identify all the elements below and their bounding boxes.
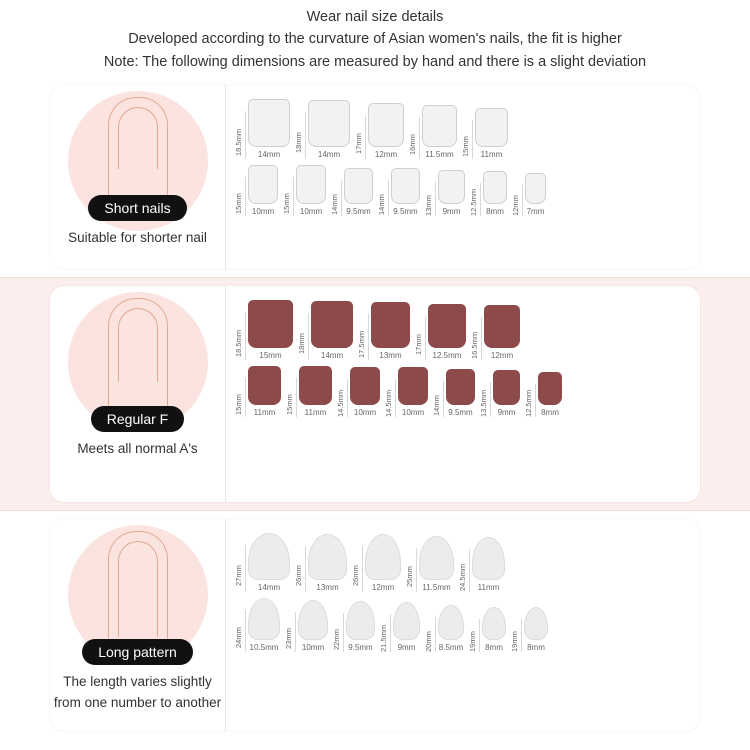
nail-width-label: 14mm [317, 150, 341, 160]
nail-width-label: 8.5mm [438, 643, 464, 653]
measure-tick [419, 117, 420, 159]
nail-width-label: 10mm [301, 643, 325, 653]
nail-height-label: 21.5mm [379, 625, 388, 653]
nail-swatch [344, 168, 373, 204]
nail-height-label: 14mm [432, 395, 441, 417]
nail-height-label: 13mm [424, 195, 433, 217]
size-grid-long [225, 519, 700, 731]
measure-tick [341, 180, 342, 216]
size-cell [282, 165, 326, 216]
size-row [234, 165, 690, 216]
measure-tick [480, 183, 481, 216]
nail-swatch [350, 367, 380, 405]
measure-tick [481, 317, 482, 360]
nail-width-label: 14mm [257, 150, 281, 160]
size-grid-short [225, 85, 700, 269]
nail-swatch-group [446, 369, 475, 417]
nail-height-label: 25mm [405, 566, 414, 588]
nail-height-label: 24.5mm [458, 564, 467, 592]
size-cell [524, 372, 562, 417]
nail-swatch-group [438, 605, 464, 652]
nail-swatch [248, 366, 281, 405]
size-cell [234, 533, 290, 592]
size-cell [511, 173, 546, 216]
nail-height-label: 15mm [461, 136, 470, 158]
nail-swatch-group [308, 100, 350, 159]
nail-swatch [422, 105, 457, 147]
nail-height-label: 12.5mm [469, 189, 478, 217]
nail-height-label: 26mm [351, 565, 360, 587]
caption-long [54, 672, 221, 713]
nail-swatch [299, 366, 332, 405]
nail-height-label: 13.5mm [479, 390, 488, 418]
nail-height-label: 18mm [294, 132, 303, 154]
nail-height-label: 14.5mm [336, 390, 345, 418]
nail-swatch-group [391, 168, 420, 216]
size-cell [379, 602, 420, 652]
nail-width-label: 10mm [251, 207, 275, 217]
panel-short-nails [50, 85, 700, 269]
measure-tick [469, 549, 470, 592]
nail-swatch [438, 605, 464, 640]
nail-plate-short [118, 107, 158, 169]
measure-tick [293, 177, 294, 216]
page-header [0, 0, 750, 77]
measure-tick [245, 610, 246, 652]
size-cell [234, 99, 290, 159]
nail-swatch [346, 601, 375, 640]
nail-swatch-group [472, 537, 505, 592]
nail-height-label: 18.5mm [234, 329, 243, 357]
measure-tick [435, 617, 436, 652]
nail-width-label: 12mm [374, 150, 398, 160]
measure-tick [435, 182, 436, 216]
nail-width-label: 14mm [320, 351, 344, 361]
measure-tick [362, 546, 363, 592]
nail-swatch-group [524, 607, 548, 652]
size-cell [234, 366, 281, 417]
measure-tick [443, 381, 444, 417]
nail-width-label: 11mm [304, 408, 327, 418]
nail-swatch-group [398, 367, 428, 417]
measure-tick [245, 545, 246, 592]
nail-swatch-group [482, 607, 506, 652]
section-short-nails [0, 77, 750, 277]
nail-swatch-group [419, 536, 454, 592]
size-cell [469, 171, 507, 216]
size-cell [470, 305, 520, 360]
nail-swatch-group [299, 366, 332, 417]
nail-width-label: 7mm [526, 207, 545, 217]
measure-tick [245, 177, 246, 216]
size-cell [479, 370, 520, 417]
nail-plate-long [118, 541, 158, 637]
nail-swatch [311, 301, 353, 348]
nail-height-label: 15mm [285, 394, 294, 416]
nail-swatch-group [438, 170, 465, 216]
measure-tick [245, 111, 246, 159]
size-cell [284, 600, 328, 652]
measure-tick [368, 314, 369, 360]
measure-tick [472, 120, 473, 159]
caption-long-line-2: from one number to another [53, 694, 222, 710]
nail-width-label: 11mm [480, 150, 503, 160]
nail-swatch-group [311, 301, 353, 360]
size-cell [405, 536, 454, 592]
nail-swatch-group [248, 300, 293, 360]
nail-height-label: 17mm [354, 133, 363, 155]
size-cell [357, 302, 410, 360]
measure-tick [479, 619, 480, 652]
nail-swatch-group [493, 370, 520, 417]
nail-swatch [446, 369, 475, 405]
nail-swatch-group [525, 173, 546, 216]
nail-height-label: 27mm [234, 565, 243, 587]
measure-tick [425, 316, 426, 360]
nail-width-label: 9.5mm [393, 207, 418, 217]
nail-height-label: 26mm [294, 565, 303, 587]
nail-height-label: 18mm [297, 333, 306, 355]
size-cell [351, 534, 401, 592]
nail-swatch-group [248, 366, 281, 417]
section-regular-nails [0, 278, 750, 510]
measure-tick [522, 185, 523, 216]
measure-tick [521, 619, 522, 652]
nail-height-label: 15mm [234, 394, 243, 416]
short-illustration [50, 85, 225, 269]
label-pill-regular: Regular F [91, 406, 184, 432]
size-cell [330, 168, 373, 216]
nail-width-label: 9mm [397, 643, 416, 653]
measure-tick [305, 546, 306, 592]
nail-swatch [484, 305, 520, 348]
nail-width-label: 9mm [442, 207, 461, 217]
size-cell [414, 304, 466, 360]
size-cell [384, 367, 428, 417]
nail-swatch-group [350, 367, 380, 417]
nail-swatch [538, 372, 562, 405]
nail-swatch [438, 170, 465, 204]
size-cell [294, 534, 347, 592]
nail-width-label: 15mm [259, 351, 282, 361]
size-row [234, 300, 690, 360]
nail-width-label: 8mm [541, 408, 559, 418]
nail-height-label: 14mm [377, 194, 386, 216]
nail-swatch-group [344, 168, 373, 216]
nail-swatch-group [475, 108, 508, 159]
nail-swatch [419, 536, 454, 580]
nail-width-label: 10mm [353, 408, 377, 418]
nail-swatch-group [298, 600, 328, 652]
nail-swatch-group [422, 105, 457, 159]
nail-width-label: 10mm [299, 207, 323, 217]
nail-swatch-group [483, 171, 507, 216]
size-cell [468, 607, 506, 652]
panel-long-nails [50, 519, 700, 731]
nail-swatch [248, 300, 293, 348]
nail-swatch [308, 100, 350, 147]
nail-swatch [398, 367, 428, 405]
nail-height-label: 15mm [234, 193, 243, 215]
nail-width-label: 12mm [490, 351, 514, 361]
nail-width-label: 8mm [486, 207, 504, 217]
nail-width-label: 9.5mm [348, 643, 373, 653]
nail-swatch [482, 607, 506, 640]
size-cell [354, 103, 404, 159]
nail-swatch [308, 534, 347, 580]
size-cell [332, 601, 375, 652]
nail-width-label: 12mm [371, 583, 395, 593]
nail-swatch-group [393, 602, 420, 652]
size-cell [458, 537, 505, 592]
nail-swatch-group [538, 372, 562, 417]
nail-swatch-group [248, 598, 280, 652]
nail-swatch [298, 600, 328, 640]
section-long-nails [0, 511, 750, 739]
nail-width-label: 13mm [379, 351, 402, 361]
nail-width-label: 11.5mm [422, 583, 451, 593]
nail-swatch-group [346, 601, 375, 652]
caption-long-line-1: The length varies slightly [63, 674, 212, 690]
measure-tick [343, 613, 344, 652]
nail-swatch [248, 165, 278, 204]
nail-height-label: 24mm [234, 627, 243, 649]
nail-height-label: 14mm [330, 194, 339, 216]
nail-swatch [248, 533, 290, 580]
nail-height-label: 22mm [332, 629, 341, 651]
size-cell [234, 598, 280, 652]
nail-height-label: 16mm [408, 134, 417, 156]
nail-swatch-group [371, 302, 410, 360]
size-cell [294, 100, 350, 159]
size-row [234, 366, 690, 417]
size-cell [510, 607, 548, 652]
nail-swatch [248, 99, 290, 147]
measure-tick [245, 378, 246, 417]
nail-swatch-group [368, 103, 404, 159]
nail-height-label: 17.5mm [357, 330, 366, 358]
nail-plate-regular [118, 308, 158, 382]
nail-swatch-group [248, 165, 278, 216]
nail-width-label: 13mm [316, 583, 339, 593]
size-row [234, 99, 690, 159]
regular-illustration [50, 286, 225, 502]
size-cell [377, 168, 420, 216]
nail-swatch [493, 370, 520, 405]
label-pill-short: Short nails [88, 195, 186, 221]
nail-width-label: 12.5mm [432, 351, 462, 361]
size-cell [234, 165, 278, 216]
nail-swatch [393, 602, 420, 640]
size-cell [234, 300, 293, 360]
measure-tick [390, 614, 391, 652]
nail-width-label: 11mm [253, 408, 276, 418]
header-line-1: Wear nail size details [306, 9, 444, 25]
nail-width-label: 9.5mm [448, 408, 473, 418]
nail-height-label: 23mm [284, 628, 293, 650]
nail-width-label: 11mm [477, 583, 500, 593]
nail-height-label: 12mm [511, 195, 520, 217]
measure-tick [308, 313, 309, 360]
size-cell [424, 605, 464, 652]
measure-tick [395, 379, 396, 417]
nail-swatch [368, 103, 404, 147]
size-cell [336, 367, 380, 417]
nail-width-label: 10.5mm [249, 643, 279, 653]
size-cell [424, 170, 465, 216]
size-cell [408, 105, 457, 159]
nail-width-label: 8mm [527, 643, 545, 653]
nail-height-label: 19mm [468, 631, 477, 653]
header-line-2: Developed according to the curvature of Asian women's nails, the fit is higher [128, 31, 622, 48]
nail-width-label: 14mm [257, 583, 281, 593]
caption-short: Suitable for shorter nail [68, 230, 207, 246]
nail-width-label: 8mm [485, 643, 503, 653]
nail-swatch [296, 165, 326, 204]
nail-swatch [483, 171, 507, 204]
nail-swatch [428, 304, 466, 348]
nail-swatch [371, 302, 410, 348]
nail-swatch [248, 598, 280, 640]
nail-swatch [524, 607, 548, 640]
size-cell [432, 369, 475, 417]
nail-height-label: 12.5mm [524, 390, 533, 418]
measure-tick [490, 382, 491, 417]
long-illustration [50, 519, 225, 731]
caption-regular: Meets all normal A's [77, 441, 198, 457]
nail-height-label: 16.5mm [470, 332, 479, 360]
size-cell [297, 301, 353, 360]
measure-tick [245, 312, 246, 360]
measure-tick [365, 115, 366, 159]
nail-width-label: 10mm [401, 408, 425, 418]
nail-height-label: 15mm [282, 193, 291, 215]
nail-width-label: 9.5mm [346, 207, 371, 217]
measure-tick [296, 378, 297, 417]
nail-height-label: 20mm [424, 631, 433, 653]
nail-swatch-group [296, 165, 326, 216]
nail-height-label: 18.5mm [234, 128, 243, 156]
nail-swatch-group [484, 305, 520, 360]
nail-swatch [475, 108, 508, 147]
nail-swatch-group [248, 533, 290, 592]
measure-tick [416, 548, 417, 592]
measure-tick [388, 180, 389, 216]
nail-width-label: 9mm [497, 408, 516, 418]
size-grid-regular [225, 286, 700, 502]
nail-swatch-group [428, 304, 466, 360]
nail-swatch [391, 168, 420, 204]
nail-swatch [365, 534, 401, 580]
nail-height-label: 17mm [414, 334, 423, 356]
nail-swatch [472, 537, 505, 580]
measure-tick [305, 112, 306, 159]
size-row [234, 533, 690, 592]
size-row [234, 598, 690, 652]
nail-swatch-group [248, 99, 290, 159]
nail-height-label: 14.5mm [384, 390, 393, 418]
nail-swatch-group [308, 534, 347, 592]
nail-swatch-group [365, 534, 401, 592]
measure-tick [535, 384, 536, 417]
label-pill-long: Long pattern [82, 639, 193, 665]
nail-swatch [525, 173, 546, 204]
nail-width-label: 11.5mm [425, 150, 454, 160]
nail-height-label: 19mm [510, 631, 519, 653]
size-cell [285, 366, 332, 417]
size-cell [461, 108, 508, 159]
panel-regular-nails [50, 286, 700, 502]
measure-tick [295, 612, 296, 652]
header-line-3: Note: The following dimensions are measured by hand and there is a slight deviation [103, 53, 647, 70]
measure-tick [347, 379, 348, 417]
